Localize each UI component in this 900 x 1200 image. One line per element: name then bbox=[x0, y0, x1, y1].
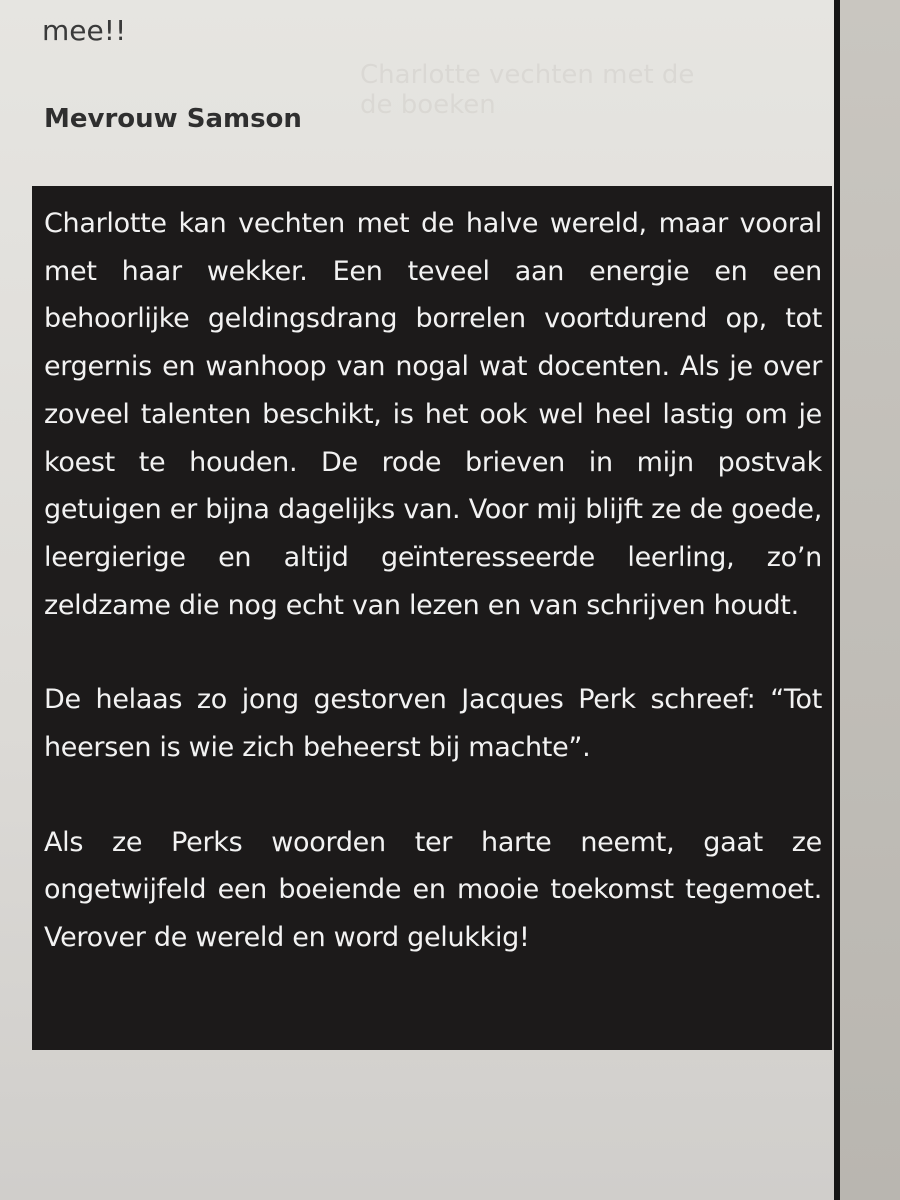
previous-page-text: mee!! bbox=[42, 14, 127, 47]
background-margin bbox=[840, 0, 900, 1200]
show-through-text: Charlotte vechten met de de boeken bbox=[360, 60, 695, 120]
quote-text-box bbox=[32, 186, 832, 1050]
paragraph-3: Als ze Perks woorden ter harte neemt, gaat ze ongetwijfeld een boeiende en mooie toekomst tegemoet. Verover de wereld en word gelukkig! bbox=[44, 826, 822, 954]
author-name: Mevrouw Samson bbox=[44, 104, 302, 134]
paragraph-2: De helaas zo jong gestorven Jacques Perk schreef: “Tot heersen is wie zich beheerst bij machte”. bbox=[44, 684, 822, 764]
paragraph-1: Charlotte kan vechten met de halve wereld, maar vooral met haar wekker. Een teveel aan energie en een behoorlijke geldingsdrang borrelen voortdurend op, tot ergernis en wanhoop van nogal wat docenten. Als je over zoveel talenten beschikt, is het ook wel heel lastig om je koest te houden. De rode brieven in mijn postvak getuigen er bijna dagelijks van. Voor mij blijft ze de goede, leergierige en altijd geïnteresseerde leerling, zo’n zeldzame die nog echt van lezen en van schrijven houdt. bbox=[44, 208, 822, 621]
